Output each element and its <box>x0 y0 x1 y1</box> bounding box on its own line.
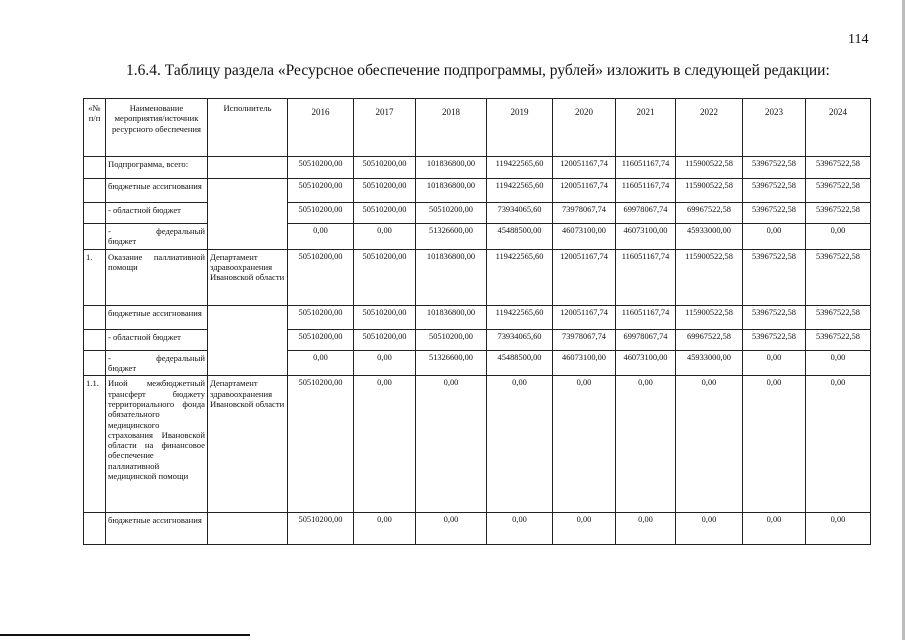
value-cell: 119422565,60 <box>487 179 553 203</box>
value-cell: 53967522,58 <box>743 157 806 179</box>
header-executor: Исполнитель <box>208 99 288 157</box>
header-name: Наименование мероприятия/источник ресурсного обеспечения <box>106 99 208 157</box>
value-cell: 45488500,00 <box>487 350 553 376</box>
value-cell: 101836800,00 <box>416 179 487 203</box>
value-cell: 50510200,00 <box>354 329 416 350</box>
row-number <box>84 224 106 250</box>
table-row <box>84 157 871 179</box>
value-cell: 50510200,00 <box>354 179 416 203</box>
value-cell: 115900522,58 <box>676 179 743 203</box>
value-cell: 53967522,58 <box>743 179 806 203</box>
row-name: бюджетные ассигнования <box>106 179 208 203</box>
table-row <box>84 329 871 350</box>
value-cell: 50510200,00 <box>288 179 354 203</box>
value-cell: 101836800,00 <box>416 305 487 329</box>
row-number <box>84 513 106 545</box>
value-cell: 120051167,74 <box>553 249 616 305</box>
value-cell: 45933000,00 <box>676 350 743 376</box>
header-year: 2024 <box>806 99 871 157</box>
value-cell: 0,00 <box>553 513 616 545</box>
value-cell: 0,00 <box>743 376 806 513</box>
value-cell: 53967522,58 <box>806 305 871 329</box>
value-cell: 0,00 <box>416 376 487 513</box>
value-cell: 0,00 <box>416 513 487 545</box>
header-row <box>84 99 871 157</box>
value-cell: 116051167,74 <box>616 305 676 329</box>
row-executor <box>208 179 288 250</box>
table-row <box>84 224 871 250</box>
value-cell: 0,00 <box>743 350 806 376</box>
fed-rest: бюджет <box>108 362 137 373</box>
value-cell: 45933000,00 <box>676 224 743 250</box>
header-year: 2022 <box>676 99 743 157</box>
value-cell: 53967522,58 <box>743 203 806 224</box>
row-name: Иной межбюджетный трансферт бюджету территориального фонда обязательного медицинского страхования Ивановской области на финансовое обеспечение паллиативной медицинской помощи <box>106 376 208 513</box>
value-cell: 50510200,00 <box>288 157 354 179</box>
row-executor <box>208 513 288 545</box>
value-cell: 0,00 <box>354 513 416 545</box>
row-number <box>84 157 106 179</box>
value-cell: 69978067,74 <box>616 329 676 350</box>
row-number: 1.1. <box>84 376 106 513</box>
value-cell: 50510200,00 <box>354 249 416 305</box>
table-row <box>84 179 871 203</box>
row-name <box>106 350 208 376</box>
value-cell: 0,00 <box>806 350 871 376</box>
value-cell: 53967522,58 <box>743 249 806 305</box>
row-number <box>84 350 106 376</box>
value-cell: 101836800,00 <box>416 249 487 305</box>
row-name: бюджетные ассигнования <box>106 305 208 329</box>
table-row <box>84 376 871 513</box>
row-executor <box>208 305 288 376</box>
row-number <box>84 329 106 350</box>
value-cell: 0,00 <box>616 376 676 513</box>
value-cell: 53967522,58 <box>743 329 806 350</box>
header-no: «№ п/п <box>84 99 106 157</box>
value-cell: 53967522,58 <box>806 157 871 179</box>
fed-dash: - <box>108 352 111 363</box>
value-cell: 0,00 <box>743 513 806 545</box>
value-cell: 119422565,60 <box>487 157 553 179</box>
table-row <box>84 513 871 545</box>
row-number: 1. <box>84 249 106 305</box>
value-cell: 0,00 <box>288 350 354 376</box>
value-cell: 50510200,00 <box>288 249 354 305</box>
value-cell: 53967522,58 <box>806 329 871 350</box>
value-cell: 116051167,74 <box>616 249 676 305</box>
value-cell: 0,00 <box>743 224 806 250</box>
value-cell: 51326600,00 <box>416 224 487 250</box>
value-cell: 69967522,58 <box>676 329 743 350</box>
value-cell: 73978067,74 <box>553 203 616 224</box>
value-cell: 51326600,00 <box>416 350 487 376</box>
value-cell: 120051167,74 <box>553 157 616 179</box>
header-year: 2019 <box>487 99 553 157</box>
value-cell: 0,00 <box>806 376 871 513</box>
value-cell: 73978067,74 <box>553 329 616 350</box>
value-cell: 119422565,60 <box>487 249 553 305</box>
value-cell: 0,00 <box>354 350 416 376</box>
fed-word: федеральный <box>156 226 205 236</box>
value-cell: 53967522,58 <box>806 179 871 203</box>
value-cell: 116051167,74 <box>616 179 676 203</box>
value-cell: 53967522,58 <box>743 305 806 329</box>
header-year: 2018 <box>416 99 487 157</box>
value-cell: 50510200,00 <box>416 203 487 224</box>
value-cell: 101836800,00 <box>416 157 487 179</box>
value-cell: 69967522,58 <box>676 203 743 224</box>
value-cell: 73934065,60 <box>487 329 553 350</box>
value-cell: 115900522,58 <box>676 305 743 329</box>
header-year: 2023 <box>743 99 806 157</box>
table-row <box>84 305 871 329</box>
value-cell: 0,00 <box>676 376 743 513</box>
value-cell: 53967522,58 <box>806 203 871 224</box>
value-cell: 0,00 <box>354 224 416 250</box>
value-cell: 120051167,74 <box>553 305 616 329</box>
row-name: Оказание паллиативной помощи <box>106 249 208 305</box>
table-row <box>84 203 871 224</box>
value-cell: 0,00 <box>806 224 871 250</box>
heading: 1.6.4. Таблицу раздела «Ресурсное обеспечение подпрограммы, рублей» изложить в следующей редакции: <box>126 62 830 79</box>
value-cell: 46073100,00 <box>553 224 616 250</box>
value-cell: 73934065,60 <box>487 203 553 224</box>
row-name <box>106 224 208 250</box>
value-cell: 53967522,58 <box>806 249 871 305</box>
row-number <box>84 179 106 203</box>
value-cell: 50510200,00 <box>288 203 354 224</box>
header-year: 2021 <box>616 99 676 157</box>
value-cell: 0,00 <box>553 376 616 513</box>
value-cell: 50510200,00 <box>416 329 487 350</box>
value-cell: 0,00 <box>616 513 676 545</box>
value-cell: 0,00 <box>806 513 871 545</box>
value-cell: 69978067,74 <box>616 203 676 224</box>
value-cell: 50510200,00 <box>288 513 354 545</box>
fed-rest: бюджет <box>108 236 137 247</box>
value-cell: 50510200,00 <box>288 329 354 350</box>
row-executor: Департамент здравоохранения Ивановской области <box>208 376 288 513</box>
row-name: Подпрограмма, всего: <box>106 157 208 179</box>
row-name: - областной бюджет <box>106 203 208 224</box>
bottom-rule <box>0 634 250 636</box>
value-cell: 46073100,00 <box>553 350 616 376</box>
value-cell: 50510200,00 <box>354 305 416 329</box>
row-number <box>84 203 106 224</box>
value-cell: 45488500,00 <box>487 224 553 250</box>
row-name: - областной бюджет <box>106 329 208 350</box>
page-number: 114 <box>848 32 869 47</box>
value-cell: 46073100,00 <box>616 350 676 376</box>
header-year: 2020 <box>553 99 616 157</box>
value-cell: 115900522,58 <box>676 157 743 179</box>
value-cell: 119422565,60 <box>487 305 553 329</box>
table-row <box>84 249 871 305</box>
row-executor: Департамент здравоохранения Ивановской области <box>208 249 288 305</box>
fed-dash: - <box>108 226 111 236</box>
value-cell: 0,00 <box>487 513 553 545</box>
value-cell: 46073100,00 <box>616 224 676 250</box>
table-row <box>84 350 871 376</box>
header-year: 2017 <box>354 99 416 157</box>
value-cell: 116051167,74 <box>616 157 676 179</box>
row-name: бюджетные ассигнования <box>106 513 208 545</box>
value-cell: 120051167,74 <box>553 179 616 203</box>
value-cell: 0,00 <box>487 376 553 513</box>
row-executor <box>208 157 288 179</box>
value-cell: 0,00 <box>354 376 416 513</box>
resource-table <box>83 98 871 545</box>
value-cell: 50510200,00 <box>288 305 354 329</box>
header-year: 2016 <box>288 99 354 157</box>
row-number <box>84 305 106 329</box>
value-cell: 50510200,00 <box>288 376 354 513</box>
value-cell: 115900522,58 <box>676 249 743 305</box>
fed-word: федеральный <box>156 352 205 363</box>
value-cell: 0,00 <box>676 513 743 545</box>
value-cell: 50510200,00 <box>354 157 416 179</box>
value-cell: 0,00 <box>288 224 354 250</box>
value-cell: 50510200,00 <box>354 203 416 224</box>
